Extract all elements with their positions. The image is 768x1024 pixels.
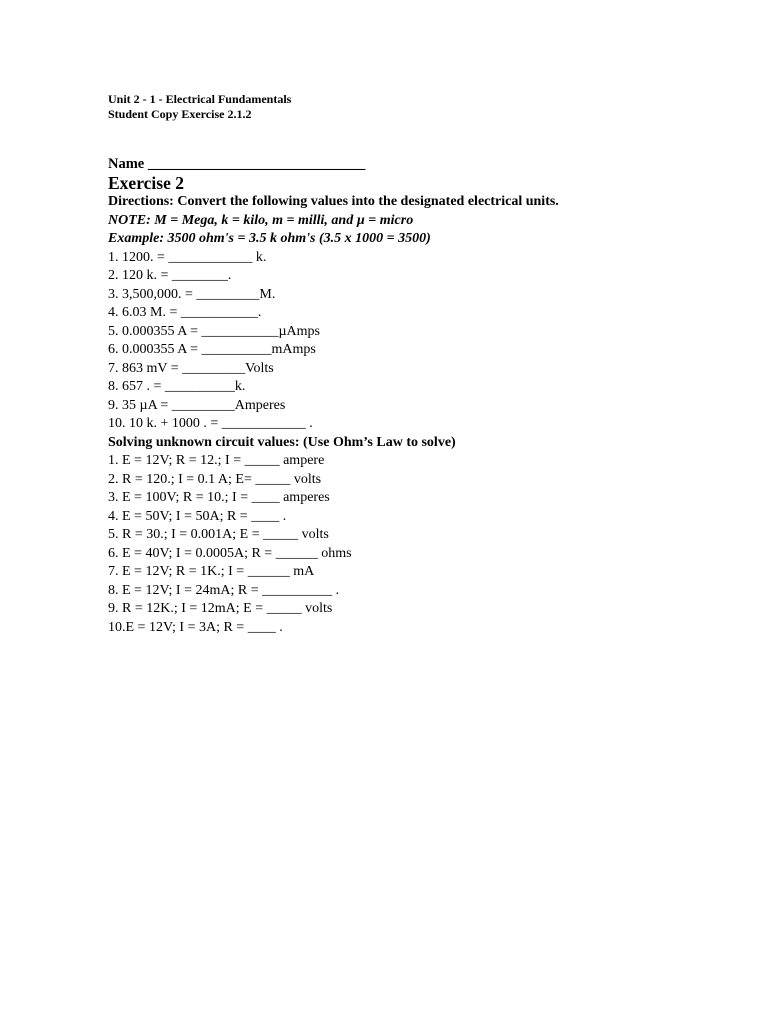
conversion-item: 10. 10 k. + 1000 . = ____________ . [108,416,313,431]
ohms-law-item: 1. E = 12V; R = 12.; I = _____ ampere [108,453,325,468]
ohms-law-item: 7. E = 12V; R = 1K.; I = ______ mA [108,564,315,579]
exercise-title: Exercise 2 [108,173,184,193]
ohms-law-item: 8. E = 12V; I = 24mA; R = __________ . [108,582,340,598]
conversion-item: 6. 0.000355 A = __________mAmps [108,342,316,357]
ohms-law-item: 5. R = 30.; I = 0.001A; E = _____ volts [108,527,329,542]
conversion-item: 4. 6.03 M. = ___________. [108,305,262,320]
conversion-item: 9. 35 µA = _________Amperes [108,397,286,413]
ohms-law-list [108,452,728,637]
ohms-law-heading: Solving unknown circuit values: (Use Ohm’s Law to solve) [108,434,456,450]
conversion-example: Example: 3500 ohm's = 3.5 k ohm's (3.5 x 1000 = 3500) [108,231,431,246]
conversion-item: 2. 120 k. = ________. [108,268,232,283]
ohms-law-item: 9. R = 12K.; I = 12mA; E = _____ volts [108,601,333,616]
ohms-law-item: 2. R = 120.; I = 0.1 A; E= _____ volts [108,471,322,487]
conversion-item: 1. 1200. = ____________ k. [108,249,267,265]
ohms-law-item: 10.E = 12V; I = 3A; R = ____ . [108,619,283,635]
ohms-law-item: 4. E = 50V; I = 50A; R = ____ . [108,508,287,524]
conversion-item: 8. 657 . = __________k. [108,379,246,394]
directions-text: Directions: Convert the following values into the designated electrical units. [108,194,559,209]
worksheet-page [108,92,728,637]
conversion-list [108,249,728,434]
conversion-item: 3. 3,500,000. = _________M. [108,286,276,302]
ohms-law-item: 3. E = 100V; R = 10.; I = ____ amperes [108,490,330,505]
unit-title: Unit 2 - 1 - Electrical Fundamentals [108,92,292,106]
student-name-field: Name ______________________________ [108,156,366,172]
conversion-item: 7. 863 mV = _________Volts [108,360,274,376]
unit-prefix-note: NOTE: M = Mega, k = kilo, m = milli, and µ = micro [108,212,414,228]
ohms-law-item: 6. E = 40V; I = 0.0005A; R = ______ ohms [108,545,352,561]
conversion-item: 5. 0.000355 A = ___________µAmps [108,323,320,339]
exercise-copy-label: Student Copy Exercise 2.1.2 [108,107,252,121]
